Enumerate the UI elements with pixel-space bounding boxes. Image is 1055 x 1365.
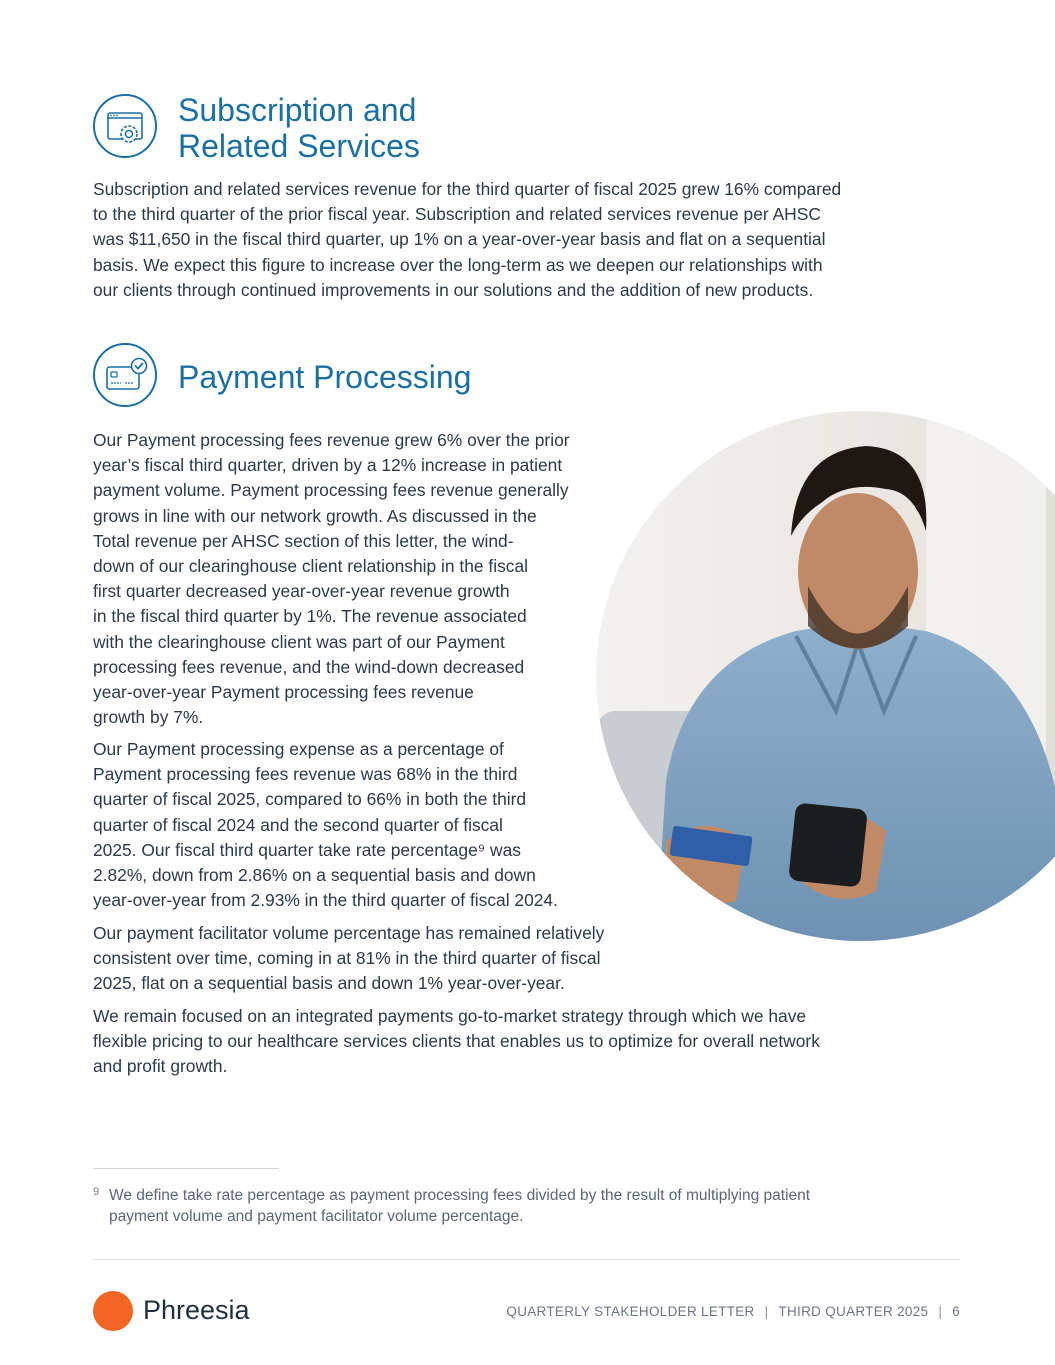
text-line: flexible pricing to our healthcare services clients that enables us to optimize for overall network	[93, 1031, 820, 1052]
text-line: 2.82%, down from 2.86% on a sequential basis and down	[93, 865, 536, 886]
payment-para-4	[93, 1004, 820, 1080]
footer-info	[506, 1303, 960, 1321]
title-line: Related Services	[178, 128, 420, 164]
page-number: 6	[952, 1304, 960, 1319]
text-line: We define take rate percentage as payment processing fees divided by the result of multiplying patient	[109, 1187, 811, 1204]
text-line: 2025. Our fiscal third quarter take rate percentage⁹ was	[93, 839, 521, 860]
payment-card-check-icon	[93, 343, 157, 407]
text-line: grows in line with our network growth. As discussed in the	[93, 505, 537, 526]
text-line: Our payment facilitator volume percentage has remained relatively	[93, 923, 605, 943]
text-line: our clients through continued improvements in our solutions and the addition of new products.	[93, 279, 814, 300]
payment-para-3	[93, 921, 604, 997]
phreesia-logo-mark	[93, 1291, 133, 1331]
text-line: with the clearinghouse client was part of our Payment	[93, 631, 505, 652]
text-line: in the fiscal third quarter by 1%. The revenue associated	[93, 606, 527, 627]
text-line: quarter of fiscal 2024 and the second quarter of fiscal	[93, 814, 503, 835]
footnote-text	[109, 1185, 929, 1227]
text-line: year-over-year Payment processing fees revenue	[93, 682, 474, 703]
title-line: Subscription and	[178, 92, 417, 128]
text-line: processing fees revenue, and the wind-down decreased	[93, 656, 525, 677]
section-title-payment: Payment Processing	[178, 359, 472, 395]
text-line: first quarter decreased year-over-year revenue growth	[93, 581, 510, 602]
text-line: Our Payment processing expense as a percentage of	[93, 739, 504, 759]
payment-para-2	[93, 737, 558, 913]
footnote-rule	[93, 1168, 279, 1169]
section-title-subscription	[178, 92, 420, 164]
text-line: payment volume and payment facilitator volume percentage.	[109, 1208, 524, 1225]
payment-para-1	[93, 428, 570, 730]
text-line: Subscription and related services revenue for the third quarter of fiscal 2025 grew 16% compared	[93, 179, 842, 199]
text-line: payment volume. Payment processing fees revenue generally	[93, 480, 569, 501]
quarter-label: THIRD QUARTER 2025	[778, 1304, 929, 1319]
text-line: Our Payment processing fees revenue grew 6% over the prior	[93, 430, 570, 450]
text-line: down of our clearinghouse client relationship in the fiscal	[93, 556, 529, 577]
text-line: year’s fiscal third quarter, driven by a 12% increase in patient	[93, 455, 563, 476]
text-line: consistent over time, coming in at 81% in the third quarter of fiscal	[93, 948, 601, 969]
text-line: Total revenue per AHSC section of this letter, the wind-	[93, 530, 514, 551]
text-line: basis. We expect this figure to increase over the long-term as we deepen our relationships with	[93, 254, 823, 275]
text-line: 2025, flat on a sequential basis and down 1% year-over-year.	[93, 973, 565, 994]
phreesia-logo-text: Phreesia	[143, 1295, 250, 1325]
footnote-marker: 9	[93, 1186, 100, 1198]
separator: |	[938, 1304, 943, 1319]
text-line: growth by 7%.	[93, 707, 204, 728]
settings-window-icon	[93, 94, 157, 158]
text-line: year-over-year from 2.93% in the third quarter of fiscal 2024.	[93, 890, 558, 911]
man-with-phone-and-credit-card-photo	[596, 411, 1055, 941]
text-line: to the third quarter of the prior fiscal year. Subscription and related services revenue per AHSC	[93, 204, 821, 225]
text-line: and profit growth.	[93, 1056, 228, 1077]
footer-rule	[93, 1259, 960, 1260]
letter-label: QUARTERLY STAKEHOLDER LETTER	[506, 1304, 755, 1319]
subscription-body	[93, 177, 841, 303]
text-line: Payment processing fees revenue was 68% in the third	[93, 764, 518, 785]
separator: |	[764, 1304, 769, 1319]
text-line: quarter of fiscal 2025, compared to 66% in both the third	[93, 789, 527, 810]
text-line: We remain focused on an integrated payments go-to-market strategy through which we have	[93, 1006, 807, 1026]
text-line: was $11,650 in the fiscal third quarter, up 1% on a year-over-year basis and flat on a sequential	[93, 229, 826, 250]
